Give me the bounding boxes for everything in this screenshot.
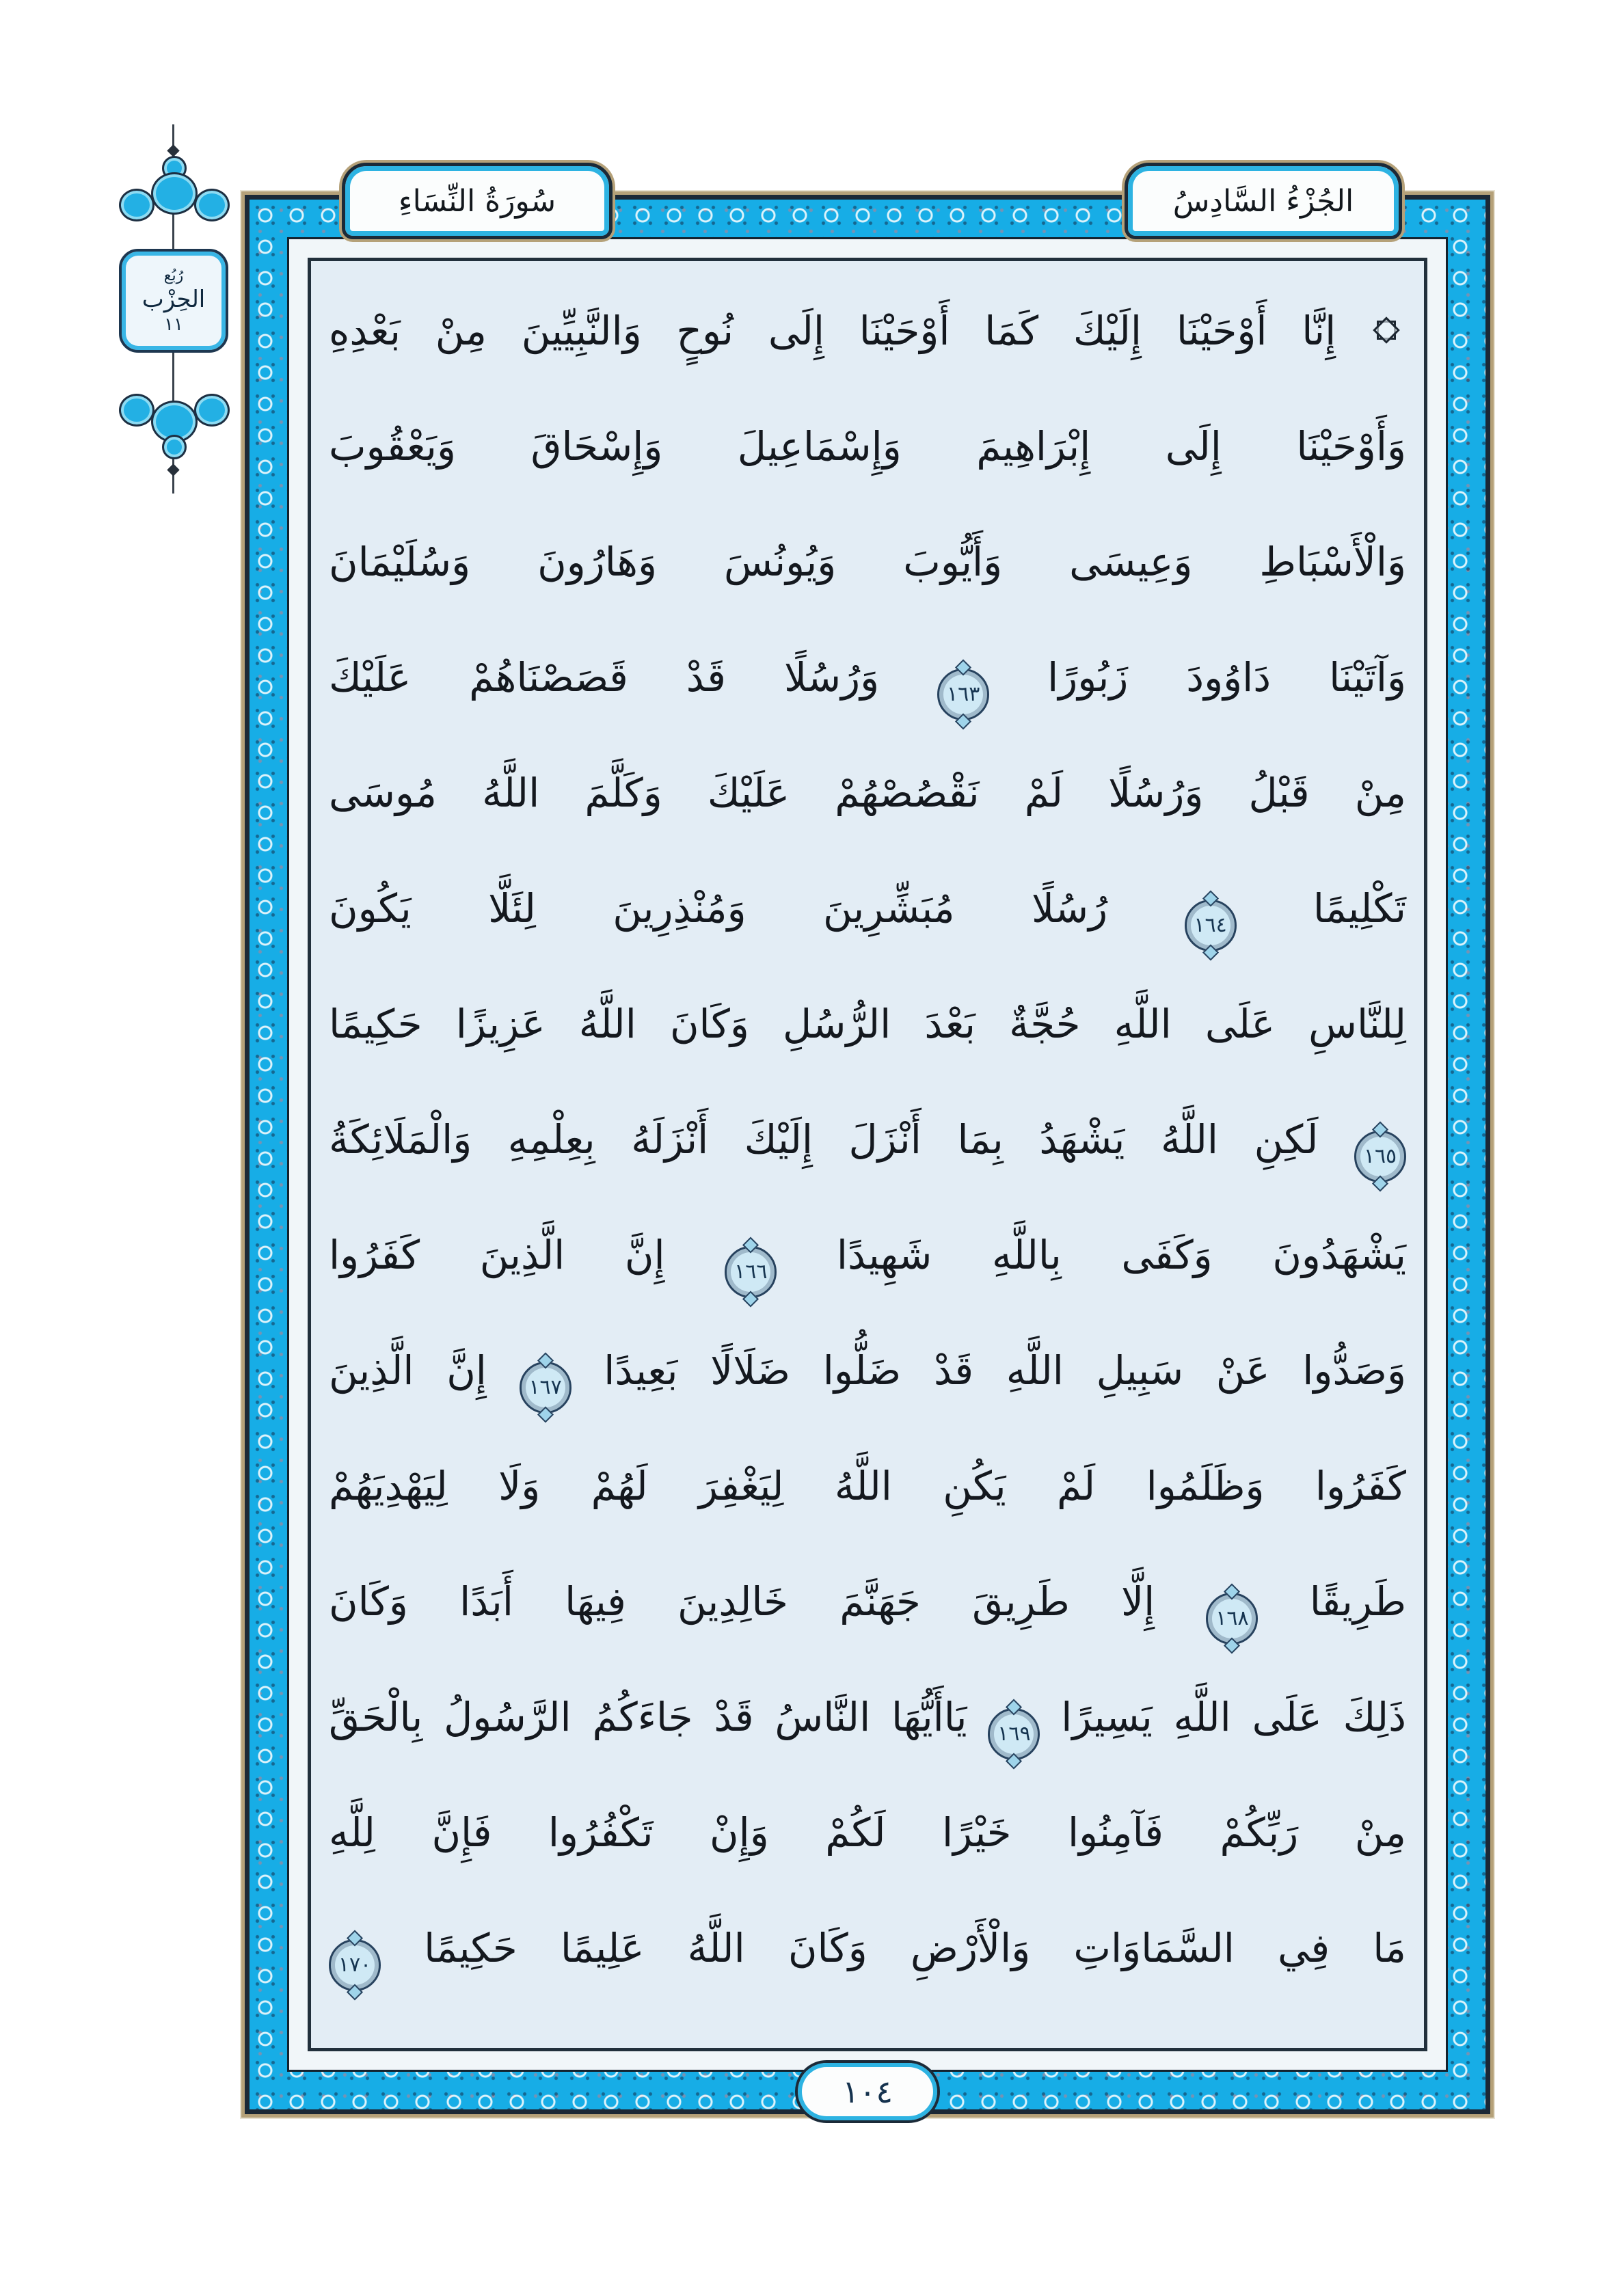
verse-text: ذَلِكَ عَلَى اللَّهِ يَسِيرًا — [1061, 1694, 1407, 1740]
hizb-label: الحِزْب — [142, 285, 206, 313]
ornament-diamond-icon — [167, 144, 179, 157]
quran-line — [329, 1198, 1406, 1313]
ayah-end-marker: ١٦٨ — [1206, 1593, 1258, 1645]
quran-line — [329, 1082, 1406, 1198]
quran-line — [329, 1775, 1406, 1891]
verse-text: وَالْأَسْبَاطِ وَعِيسَى وَأَيُّوبَ وَيُونُسَ وَهَارُونَ وَسُلَيْمَانَ — [329, 539, 1406, 585]
quran-line — [329, 735, 1406, 851]
verse-text: لَكِنِ اللَّهُ يَشْهَدُ بِمَا أَنْزَلَ إِلَيْكَ أَنْزَلَهُ بِعِلْمِهِ وَالْمَلَائِكَةُ — [329, 1116, 1319, 1163]
quran-line — [329, 1429, 1406, 1544]
rub-el-hizb-icon — [1371, 314, 1406, 350]
quran-line — [329, 620, 1406, 735]
ornament-lobe-icon — [119, 189, 154, 221]
juz-name-cartouche — [1125, 163, 1402, 239]
ayah-end-marker: ١٦٤ — [1185, 900, 1237, 951]
ornament-lobe-icon — [162, 435, 187, 459]
quran-line — [329, 1660, 1406, 1775]
verse-text: إِنَّ الَّذِينَ كَفَرُوا — [329, 1232, 665, 1278]
ayah-end-marker: ١٦٣ — [937, 668, 989, 720]
surah-name-cartouche — [342, 163, 613, 239]
page-number-cartouche — [795, 2060, 940, 2123]
verse-text: مِنْ قَبْلُ وَرُسُلًا لَمْ نَقْصُصْهُمْ عَلَيْكَ وَكَلَّمَ اللَّهُ مُوسَى — [329, 770, 1406, 816]
quran-line — [329, 504, 1406, 620]
ornament-diamond-icon — [167, 463, 179, 476]
ornament-lobe-icon — [151, 172, 198, 215]
quran-line — [329, 389, 1406, 504]
verse-text: طَرِيقًا — [1309, 1578, 1407, 1625]
juz-name: الجُزْءُ السَّادِسُ — [1172, 183, 1354, 219]
verse-text: مَا فِي السَّمَاوَاتِ وَالْأَرْضِ وَكَانَ اللَّهُ عَلِيمًا حَكِيمًا — [424, 1925, 1406, 1971]
verse-text: تَكْلِيمًا — [1313, 885, 1406, 932]
ornament-lobe-icon — [194, 189, 230, 221]
verse-text: لِلنَّاسِ عَلَى اللَّهِ حُجَّةٌ بَعْدَ الرُّسُلِ وَكَانَ اللَّهُ عَزِيزًا حَكِيمًا — [329, 1001, 1406, 1047]
hizb-quarter-ornament — [101, 131, 246, 487]
hizb-number: ١١ — [164, 314, 183, 335]
verse-text: رُسُلًا مُبَشِّرِينَ وَمُنْذِرِينَ لِئَلَّا يَكُونَ — [329, 885, 1108, 932]
ornament-lobe-icon — [119, 394, 154, 427]
quran-line — [329, 1313, 1406, 1429]
verse-text: وَصَدُّوا عَنْ سَبِيلِ اللَّهِ قَدْ ضَلُّوا ضَلَالًا بَعِيدًا — [604, 1347, 1407, 1394]
hizb-quarter-label: رُبُع — [163, 267, 184, 284]
verse-text: إِنَّا أَوْحَيْنَا إِلَيْكَ كَمَا أَوْحَيْنَا إِلَى نُوحٍ وَالنَّبِيِّينَ مِنْ بَعْدِهِ — [329, 308, 1336, 354]
verse-text: يَاأَيُّهَا النَّاسُ قَدْ جَاءَكُمُ الرَّسُولُ بِالْحَقِّ — [329, 1694, 967, 1740]
ayah-end-marker: ١٦٧ — [520, 1362, 571, 1414]
verse-text: وَآتَيْنَا دَاوُودَ زَبُورًا — [1047, 654, 1407, 701]
ornament-lobe-icon — [194, 394, 230, 427]
quran-line — [329, 1891, 1406, 2006]
verse-text: كَفَرُوا وَظَلَمُوا لَمْ يَكُنِ اللَّهُ لِيَغْفِرَ لَهُمْ وَلَا لِيَهْدِيَهُمْ — [329, 1463, 1406, 1509]
quran-line — [329, 967, 1406, 1082]
verse-text: مِنْ رَبِّكُمْ فَآمِنُوا خَيْرًا لَكُمْ وَإِنْ تَكْفُرُوا فَإِنَّ لِلَّهِ — [329, 1809, 1406, 1856]
ayah-end-marker: ١٦٩ — [988, 1708, 1040, 1760]
quran-text-area — [311, 261, 1424, 2048]
ayah-end-marker: ١٦٥ — [1354, 1131, 1406, 1183]
verse-text: وَأَوْحَيْنَا إِلَى إِبْرَاهِيمَ وَإِسْمَاعِيلَ وَإِسْحَاقَ وَيَعْقُوبَ — [329, 423, 1406, 470]
quran-line — [329, 273, 1406, 389]
page-number: ١٠٤ — [842, 2073, 893, 2110]
quran-line — [329, 1544, 1406, 1660]
hizb-marker-box — [119, 249, 228, 353]
verse-text: يَشْهَدُونَ وَكَفَى بِاللَّهِ شَهِيدًا — [836, 1232, 1407, 1278]
surah-name: سُورَةُ النِّسَاءِ — [398, 183, 556, 219]
ayah-end-marker: ١٧٠ — [329, 1939, 381, 1991]
quran-line — [329, 851, 1406, 967]
verse-text: إِلَّا طَرِيقَ جَهَنَّمَ خَالِدِينَ فِيهَا أَبَدًا وَكَانَ — [329, 1578, 1155, 1625]
verse-text: وَرُسُلًا قَدْ قَصَصْنَاهُمْ عَلَيْكَ — [329, 654, 880, 701]
ayah-end-marker: ١٦٦ — [725, 1246, 777, 1298]
ornamental-border-frame — [245, 195, 1490, 2114]
verse-text: إِنَّ الَّذِينَ — [329, 1347, 487, 1394]
